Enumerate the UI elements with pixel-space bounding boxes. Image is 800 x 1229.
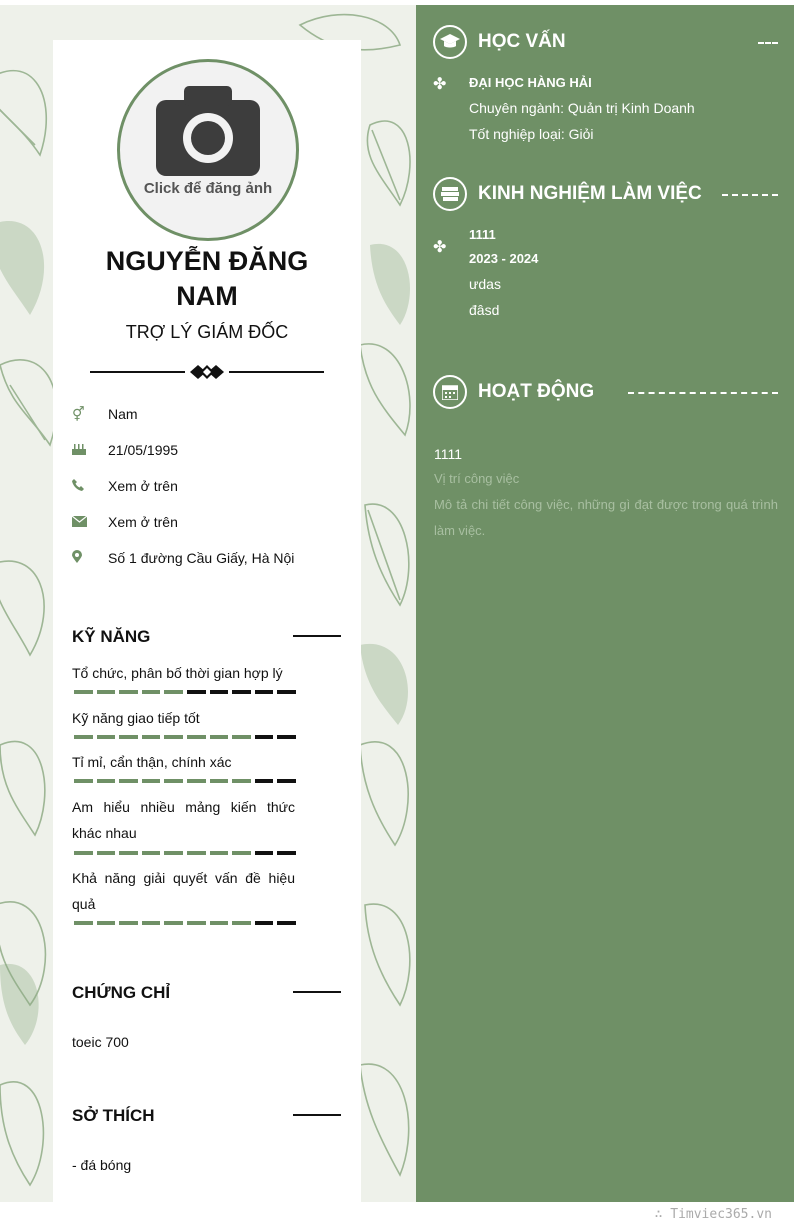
education-title: HỌC VẤN [478,31,566,52]
skill-bar-segment [255,690,274,694]
skill-bar-segment [164,779,183,783]
skill-bar-segment [164,851,183,855]
skill-bar-segment [119,921,138,925]
skill-bar-segment [74,921,93,925]
experience-company: 1111 [469,227,496,242]
skill-bar-segment [187,921,206,925]
phone-value: Xem ở trên [108,478,178,494]
skill-bar-segment [97,921,116,925]
skill-name: Tổ chức, phân bố thời gian hợp lý [72,665,283,681]
experience-line-1: ưdas [469,276,501,292]
activities-title: HOẠT ĐỘNG [478,381,595,402]
skill-bar [74,735,296,739]
education-grade: Tốt nghiệp loại: Giỏi [469,126,594,142]
skill-bar-segment [119,690,138,694]
skill-bar-segment [255,921,274,925]
skill-bar [74,779,296,783]
skill-bar-segment [210,779,229,783]
skill-bar-segment [74,851,93,855]
activity-description-placeholder[interactable]: Mô tả chi tiết công việc, những gì đạt được trong quá trình làm việc. [434,497,778,538]
skill-bar-segment [119,851,138,855]
skill-bar-segment [119,779,138,783]
brand-footer: ∴ Timviec365.vn [654,1207,772,1222]
skill-name: Kỹ năng giao tiếp tốt [72,710,200,726]
skill-bar-segment [210,690,229,694]
skill-bar-segment [277,779,296,783]
skill-bar-segment [187,779,206,783]
birthday-value: 21/05/1995 [108,442,179,458]
skill-bar [74,851,296,855]
skill-bar-segment [277,690,296,694]
skill-bar-segment [97,851,116,855]
name-divider [90,362,324,382]
email-value: Xem ở trên [108,514,178,530]
photo-caption: Click để đăng ảnh [143,179,273,197]
skill-bar-segment [187,735,206,739]
skill-bar [74,921,296,925]
activities-dash [628,392,778,394]
candidate-position: TRỢ LÝ GIÁM ĐỐC [125,322,289,342]
location-pin-icon [72,550,108,566]
education-header [433,25,566,59]
graduation-cap-icon [433,25,467,59]
skill-bar-segment [232,851,251,855]
skill-bar-segment [119,735,138,739]
experience-header [433,177,702,211]
skill-bar-segment [277,851,296,855]
info-address [72,547,294,569]
skill-bar-segment [142,735,161,739]
skill-bar [74,690,296,694]
name-line-2: NAM [176,281,238,311]
skill-bar-segment [74,779,93,783]
skill-bar-segment [164,921,183,925]
experience-period: 2023 - 2024 [469,251,539,266]
skill-bar-segment [277,735,296,739]
address-value: Số 1 đường Cầu Giấy, Hà Nội [108,550,295,566]
skill-name: Khả năng giải quyết vấn đề hiệu quả [72,870,295,912]
info-phone [72,475,178,497]
skill-bar-segment [164,735,183,739]
skill-bar-segment [187,851,206,855]
name-line-1: NGUYỄN ĐĂNG [105,246,309,276]
skill-bar-segment [74,735,93,739]
skill-bar-segment [142,690,161,694]
info-birthday [72,439,178,461]
education-school: ĐẠI HỌC HÀNG HẢI [469,75,592,90]
activity-name: 1111 [434,446,463,462]
hobbies-title-line [293,1114,341,1116]
skill-bar-segment [97,779,116,783]
skill-bar-segment [210,921,229,925]
skill-bar-segment [142,779,161,783]
certificates-title: CHỨNG CHỈ [72,983,171,1002]
gender-value: Nam [108,406,138,422]
skill-bar-segment [232,779,251,783]
skill-bar-segment [142,921,161,925]
skill-bar-segment [232,735,251,739]
experience-dash [722,194,778,196]
skill-bar-segment [210,851,229,855]
hobby-value: - đá bóng [72,1157,132,1173]
skill-name: Tỉ mỉ, cẩn thận, chính xác [72,754,232,770]
skill-bar-segment [187,690,206,694]
skill-bar-segment [255,851,274,855]
skill-name: Am hiểu nhiều mảng kiến thức khác nhau [72,799,295,841]
skill-bar-segment [232,690,251,694]
avatar-upload[interactable] [117,59,299,241]
phone-icon [72,478,108,494]
certificates-title-line [293,991,341,993]
activity-role-placeholder[interactable]: Vị trí công việc [434,471,520,486]
clover-bullet-icon: ✤ [433,76,447,93]
hobbies-title: SỞ THÍCH [72,1106,155,1125]
certificate-value: toeic 700 [72,1034,129,1050]
skill-bar-segment [164,690,183,694]
gender-icon: ⚥ [72,405,85,422]
info-email [72,511,178,533]
skills-title-line [293,635,341,637]
skill-bar-segment [210,735,229,739]
candidate-name [53,244,361,314]
activities-header [433,375,594,409]
experience-title: KINH NGHIỆM LÀM VIỆC [478,183,702,204]
education-dash [758,42,778,44]
skill-bar-segment [97,735,116,739]
camera-icon [156,86,260,176]
envelope-icon [72,514,108,530]
experience-line-2: đâsd [469,302,500,318]
calendar-icon [433,375,467,409]
skill-bar-segment [232,921,251,925]
skills-title: KỸ NĂNG [72,627,151,646]
skill-bar-segment [142,851,161,855]
skill-bar-segment [255,735,274,739]
skill-bar-segment [277,921,296,925]
books-icon [433,177,467,211]
skill-bar-segment [74,690,93,694]
birthday-cake-icon [72,442,108,458]
skill-bar-segment [255,779,274,783]
clover-bullet-icon: ✤ [433,239,447,256]
info-gender [72,403,138,425]
skill-bar-segment [97,690,116,694]
education-major: Chuyên ngành: Quản trị Kinh Doanh [469,100,695,116]
